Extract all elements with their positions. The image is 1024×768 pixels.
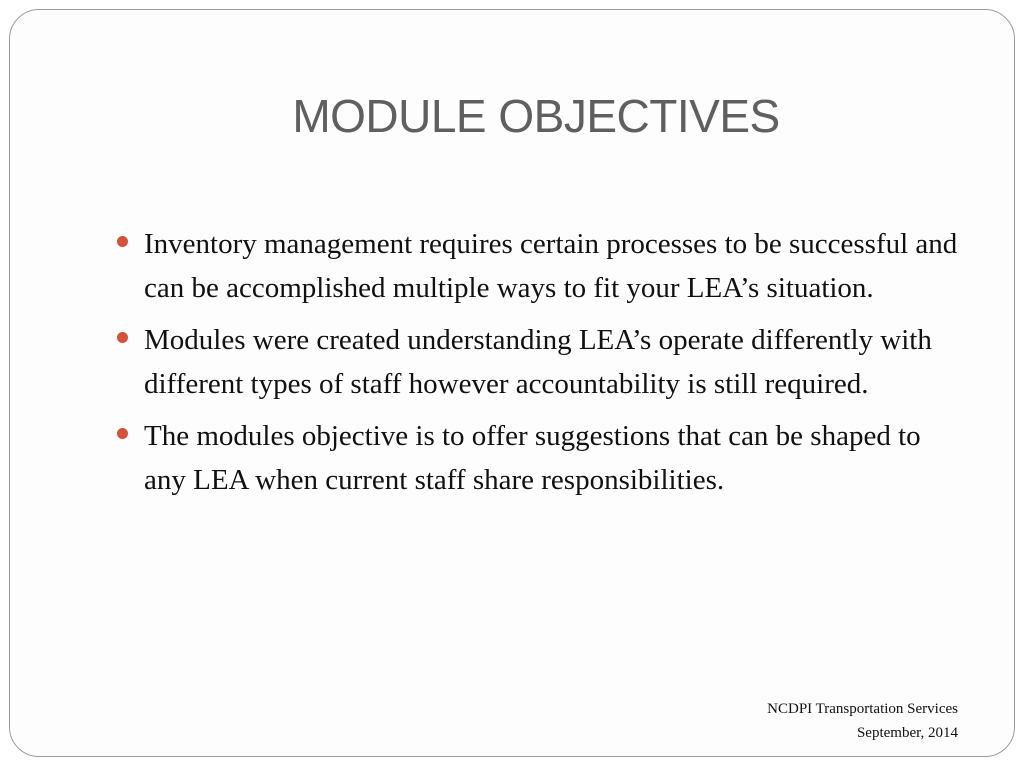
slide-footer bbox=[767, 697, 958, 745]
bullet-list bbox=[116, 222, 966, 510]
bullet-marker-icon bbox=[117, 332, 128, 343]
bullet-item bbox=[116, 414, 966, 502]
slide-title: MODULE OBJECTIVES bbox=[292, 90, 780, 142]
bullet-text: The modules objective is to offer suggestions that can be shaped to any LEA when current staff share responsibilities. bbox=[144, 420, 921, 496]
bullet-item bbox=[116, 318, 966, 406]
bullet-item bbox=[116, 222, 966, 310]
footer-date: September, 2014 bbox=[856, 725, 958, 741]
bullet-text: Modules were created understanding LEA’s operate differently with different types of staff however accountability is still required. bbox=[144, 324, 932, 400]
bullet-text: Inventory management requires certain processes to be successful and can be accomplished multiple ways to fit your LEA’s situation. bbox=[144, 228, 958, 304]
bullet-marker-icon bbox=[117, 428, 128, 439]
footer-organization: NCDPI Transportation Services bbox=[767, 701, 958, 717]
bullet-marker-icon bbox=[117, 236, 128, 247]
